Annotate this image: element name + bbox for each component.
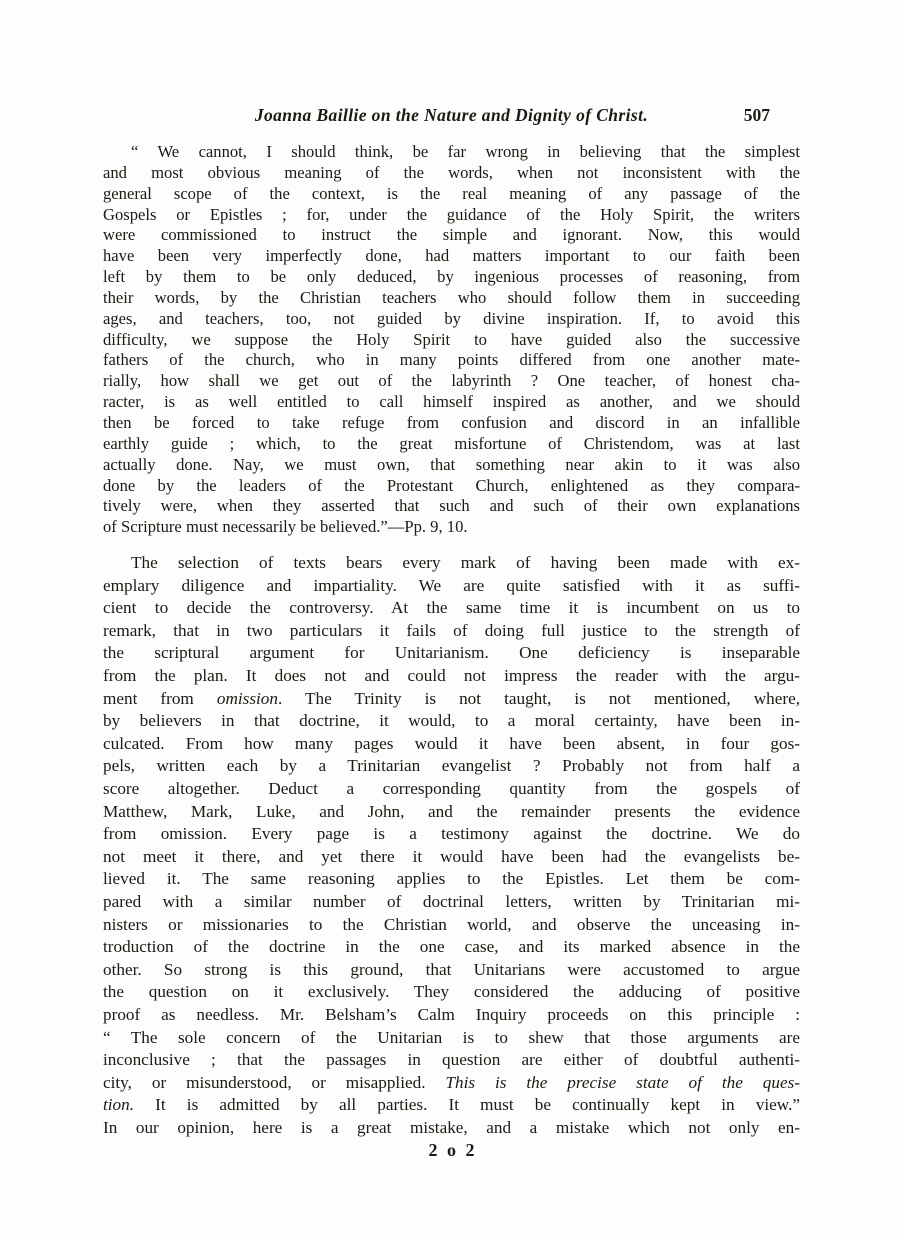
text-segment: “ The sole concern of the Unitarian is to shew that those arguments are xyxy=(103,1027,800,1047)
text-line xyxy=(103,733,800,756)
text-line xyxy=(103,1049,800,1072)
text-line xyxy=(103,620,800,643)
text-line xyxy=(103,1072,800,1095)
text-segment: their words, by the Christian teachers who should follow them in succeeding xyxy=(103,287,800,307)
text-line xyxy=(103,710,800,733)
text-segment: the question on it exclusively. They considered the adducing of positive xyxy=(103,982,800,1002)
text-segment: The selection of texts bears every mark of having been made with ex- xyxy=(131,553,800,573)
paragraph xyxy=(103,142,800,538)
text-segment: earthly guide ; which, to the great misfortune of Christendom, was at last xyxy=(103,433,800,453)
text-segment: difficulty, we suppose the Holy Spirit to have guided also the successive xyxy=(103,329,800,349)
text-segment: rially, how shall we get out of the labyrinth ? One teacher, of honest cha- xyxy=(103,371,800,391)
text-line xyxy=(103,552,800,575)
text-segment: inconclusive ; that the passages in question are either of doubtful authenti- xyxy=(103,1050,800,1070)
text-segment: proof as needless. Mr. Belsham’s Calm Inquiry proceeds on this principle : xyxy=(103,1004,800,1024)
text-segment: racter, is as well entitled to call himself inspired as another, and we should xyxy=(103,392,800,412)
text-line xyxy=(103,1027,800,1050)
text-line xyxy=(103,959,800,982)
italic-text-segment: This is the precise state of the ques- xyxy=(445,1072,800,1092)
text-line xyxy=(103,823,800,846)
text-line xyxy=(103,778,800,801)
text-line xyxy=(103,496,800,517)
text-segment: culcated. From how many pages would it have been absent, in four gos- xyxy=(103,733,800,753)
text-segment: were commissioned to instruct the simple and ignorant. Now, this would xyxy=(103,225,800,245)
text-segment: Gospels or Epistles ; for, under the guidance of the Holy Spirit, the writers xyxy=(103,204,800,224)
text-segment: In our opinion, here is a great mistake, and a mistake which not only en- xyxy=(103,1117,800,1137)
text-line xyxy=(103,891,800,914)
italic-text-segment: omission xyxy=(216,688,278,708)
text-line xyxy=(103,642,800,665)
text-line xyxy=(103,142,800,163)
text-segment: ages, and teachers, too, not guided by divine inspiration. If, to avoid this xyxy=(103,308,800,328)
signature-mark: 2 o 2 xyxy=(428,1140,475,1160)
text-line xyxy=(103,981,800,1004)
text-line xyxy=(103,184,800,205)
text-segment: tively were, when they asserted that such and such of their own explanations xyxy=(103,496,800,516)
text-line xyxy=(103,936,800,959)
text-segment: cient to decide the controversy. At the same time it is incumbent on us to xyxy=(103,598,800,618)
text-line xyxy=(103,350,800,371)
text-line xyxy=(103,392,800,413)
text-line xyxy=(103,246,800,267)
text-segment: troduction of the doctrine in the one case, and its marked absence in the xyxy=(103,937,800,957)
text-segment: city, or misunderstood, or misapplied. xyxy=(103,1072,446,1092)
italic-text-segment: tion. xyxy=(103,1095,135,1115)
text-segment: then be forced to take refuge from confusion and discord in an infallible xyxy=(103,412,800,432)
text-line xyxy=(103,163,800,184)
text-segment: actually done. Nay, we must own, that something near akin to it was also xyxy=(103,454,800,474)
page-header xyxy=(103,105,800,129)
text-segment: fathers of the church, who in many points differed from one another mate- xyxy=(103,350,800,370)
running-title: Joanna Baillie on the Nature and Dignity of Christ. xyxy=(254,105,649,125)
text-line xyxy=(103,476,800,497)
page-number: 507 xyxy=(743,105,770,125)
text-line xyxy=(103,688,800,711)
text-line xyxy=(103,434,800,455)
body-paragraphs xyxy=(103,142,800,1139)
text-segment: It is admitted by all parties. It must be continually kept in view.” xyxy=(134,1095,800,1115)
text-line xyxy=(103,225,800,246)
text-line xyxy=(103,309,800,330)
text-line xyxy=(103,455,800,476)
paragraph xyxy=(103,552,800,1139)
text-segment: Matthew, Mark, Luke, and John, and the remainder presents the evidence xyxy=(103,801,800,821)
text-segment: “ We cannot, I should think, be far wrong in believing that the simplest xyxy=(131,142,800,161)
text-line xyxy=(103,597,800,620)
text-line xyxy=(103,267,800,288)
text-line xyxy=(103,330,800,351)
text-line xyxy=(103,914,800,937)
text-line xyxy=(103,801,800,824)
text-segment: not meet it there, and yet there it would have been had the evangelists be- xyxy=(103,846,800,866)
text-segment: by believers in that doctrine, it would, to a moral certainty, have been in- xyxy=(103,711,800,731)
text-line xyxy=(103,205,800,226)
text-segment: emplary diligence and impartiality. We are quite satisfied with it as suffi- xyxy=(103,575,800,595)
text-segment: from the plan. It does not and could not impress the reader with the argu- xyxy=(103,666,800,685)
text-segment: the scriptural argument for Unitarianism. One deficiency is inseparable xyxy=(103,643,800,663)
text-line xyxy=(103,1117,800,1140)
text-line xyxy=(103,846,800,869)
text-segment: have been very imperfectly done, had matters important to our faith been xyxy=(103,246,800,266)
text-segment: of Scripture must necessarily be believed.”—Pp. 9, 10. xyxy=(103,517,468,537)
text-line xyxy=(103,371,800,392)
text-segment: . The Trinity is not taught, is not mentioned, where, xyxy=(277,688,800,708)
text-segment: from omission. Every page is a testimony against the doctrine. We do xyxy=(103,824,800,844)
text-segment: ment from xyxy=(103,688,217,708)
text-segment: and most obvious meaning of the words, when not inconsistent with the xyxy=(103,162,800,182)
text-segment: nisters or missionaries to the Christian world, and observe the unceasing in- xyxy=(103,914,800,934)
text-line xyxy=(103,517,800,538)
text-segment: pared with a similar number of doctrinal letters, written by Trinitarian mi- xyxy=(103,891,800,911)
text-line xyxy=(103,1004,800,1027)
text-line xyxy=(103,288,800,309)
text-segment: left by them to be only deduced, by ingenious processes of reasoning, from xyxy=(103,267,800,287)
text-segment: remark, that in two particulars it fails of doing full justice to the strength of xyxy=(103,620,800,640)
text-line xyxy=(103,413,800,434)
text-line xyxy=(103,665,800,688)
text-segment: score altogether. Deduct a corresponding quantity from the gospels of xyxy=(103,778,800,798)
text-line xyxy=(103,868,800,891)
text-segment: pels, written each by a Trinitarian evangelist ? Probably not from half a xyxy=(103,756,800,776)
text-segment: general scope of the context, is the real meaning of any passage of the xyxy=(103,183,800,203)
text-segment: done by the leaders of the Protestant Church, enlightened as they compara- xyxy=(103,475,800,495)
text-segment: other. So strong is this ground, that Unitarians were accustomed to argue xyxy=(103,959,800,979)
text-segment: lieved it. The same reasoning applies to the Epistles. Let them be com- xyxy=(103,869,800,889)
text-line xyxy=(103,755,800,778)
text-line xyxy=(103,1094,800,1117)
text-line xyxy=(103,575,800,598)
